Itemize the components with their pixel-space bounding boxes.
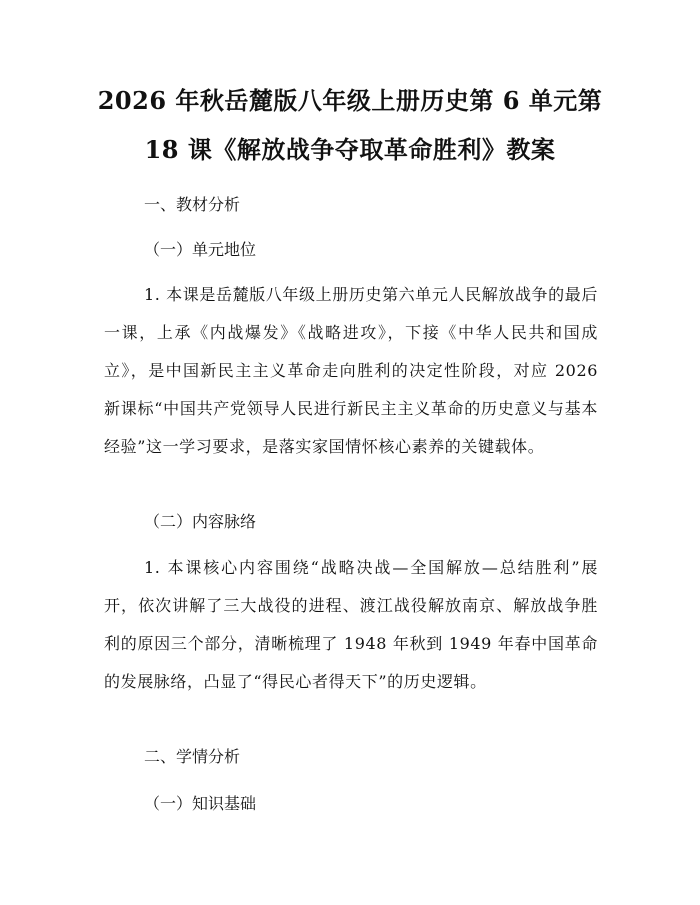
subsection-heading-content-outline: （二）内容脉络 bbox=[144, 512, 257, 531]
subsection-heading-knowledge-base: （一）知识基础 bbox=[144, 794, 257, 813]
subsection-heading-unit-position: （一）单元地位 bbox=[144, 240, 257, 259]
section-heading-learner-analysis: 二、学情分析 bbox=[144, 747, 241, 766]
paragraph-unit-position: 1. 本课是岳麓版八年级上册历史第六单元人民解放战争的最后一课，上承《内战爆发》《战略进攻》，下接《中华人民共和国成立》，是中国新民主主义革命走向胜利的决定性阶段，对应 2026 新课标“中国共产党领导人民进行新民主主义革命的历史意义与基本经验”这一学习要求，是落实家国情怀核心素养的关键载体。 bbox=[104, 285, 598, 456]
document-title-line-2: 18 课《解放战争夺取革命胜利》教案 bbox=[144, 135, 556, 164]
paragraph-content-outline: 1. 本课核心内容围绕“战略决战—全国解放—总结胜利”展开，依次讲解了三大战役的进程、渡江战役解放南京、解放战争胜利的原因三个部分，清晰梳理了 1948 年秋到 1949 年春中国革命的发展脉络，凸显了“得民心者得天下”的历史逻辑。 bbox=[104, 558, 598, 691]
section-heading-textbook-analysis: 一、教材分析 bbox=[144, 195, 241, 214]
document-title-line-1: 2026 年秋岳麓版八年级上册历史第 6 单元第 bbox=[97, 86, 603, 115]
